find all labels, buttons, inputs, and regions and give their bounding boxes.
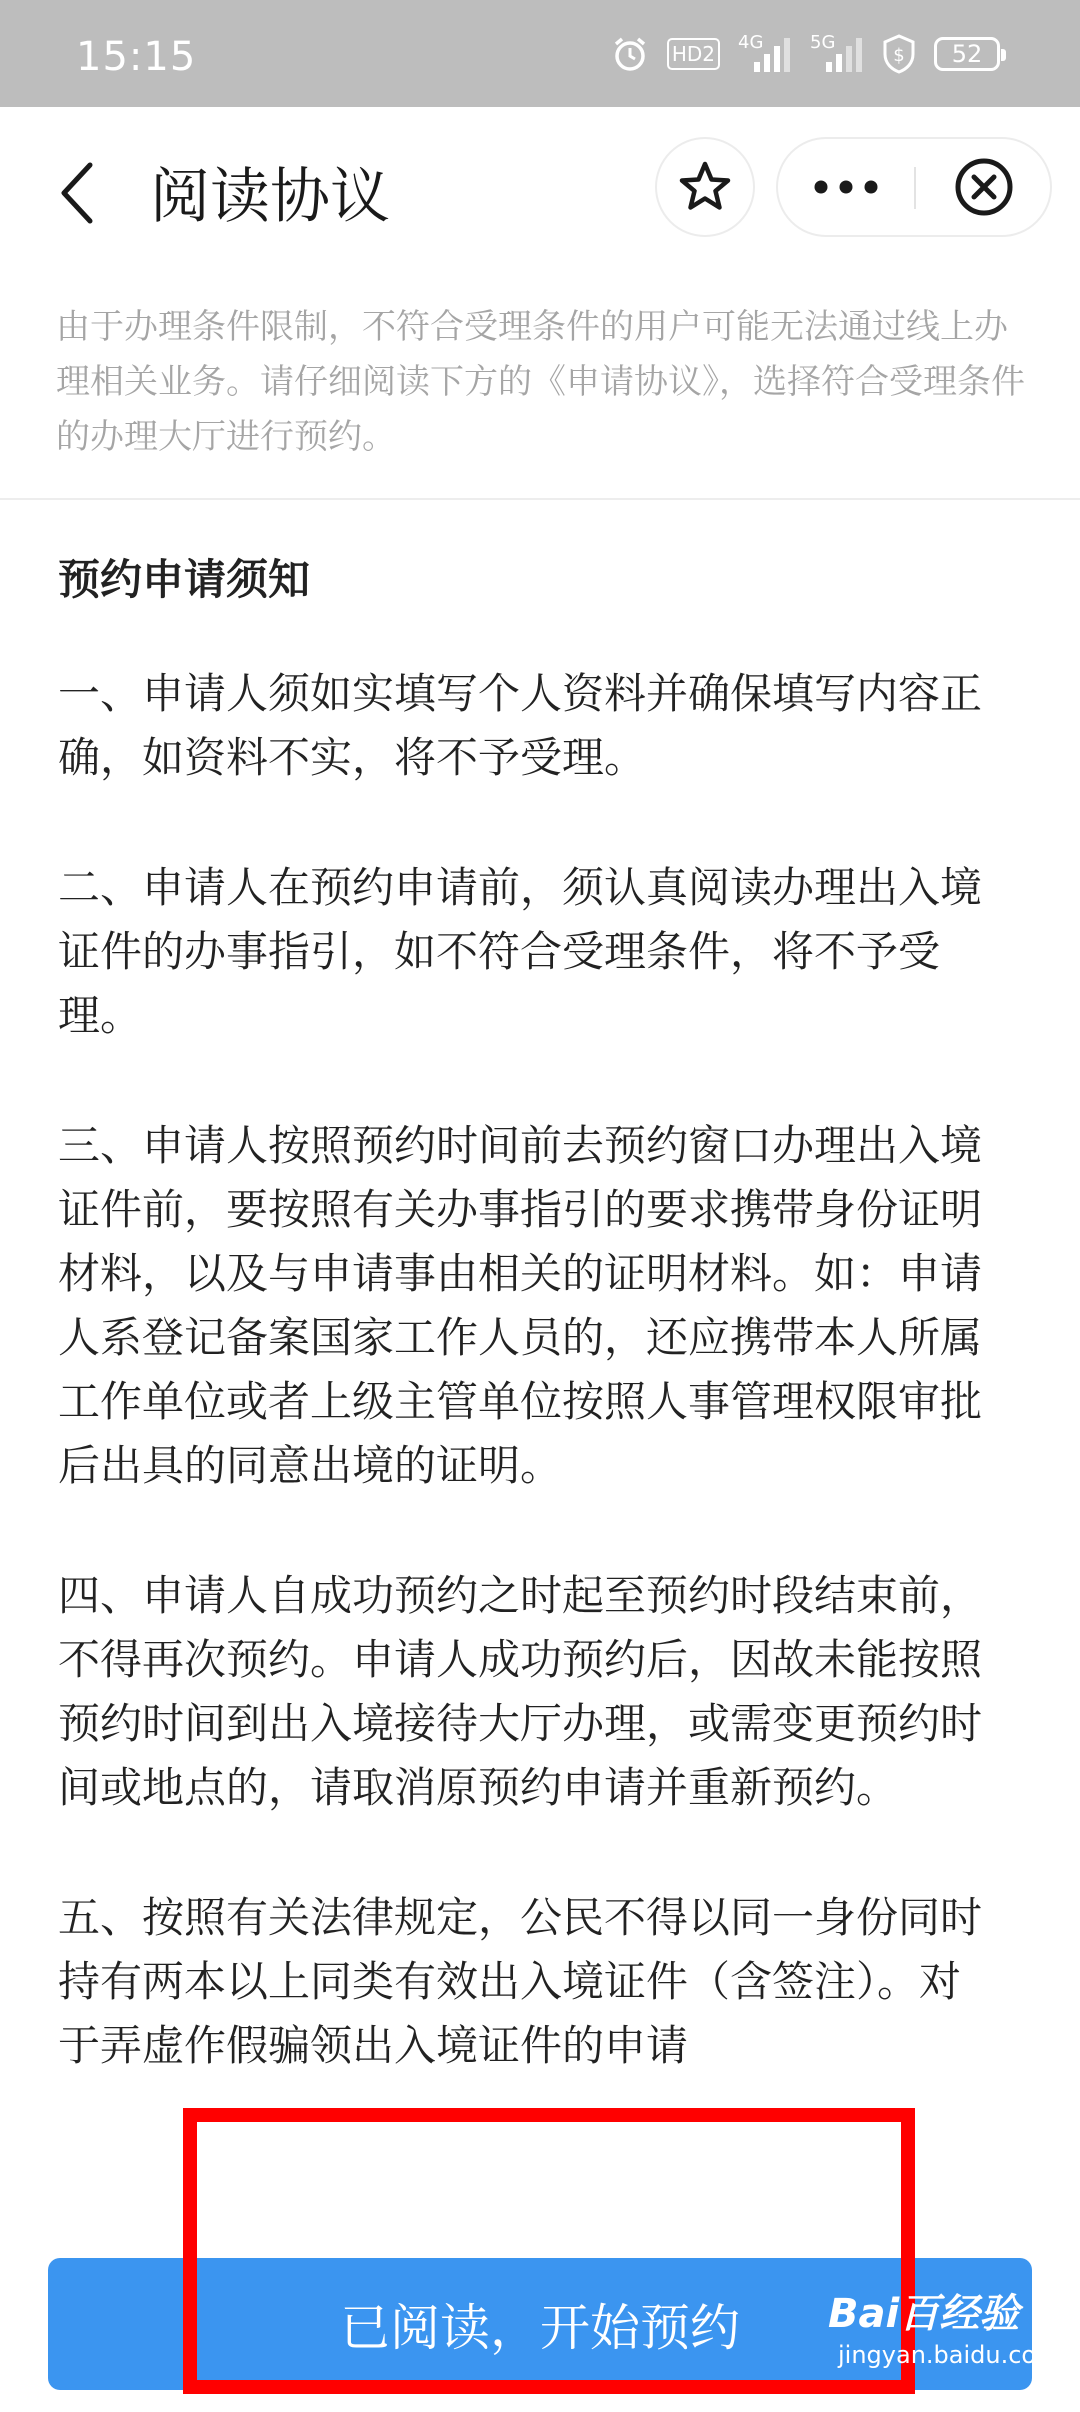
page-title: 阅读协议 [150, 162, 390, 232]
start-appointment-button[interactable]: 已阅读，开始预约 [48, 2258, 1032, 2390]
shield-dollar-icon [882, 34, 916, 74]
alarm-icon [611, 34, 649, 74]
agreement-paragraph: 三、申请人按照预约时间前去预约窗口办理出入境证件前，要按照有关办事指引的要求携带身份证明材料，以及与申请事由相关的证明材料。如：申请人系登记备案国家工作人员的，还应携带本人所属工作单位或者上级主管单位按照人事管理权限审批后出具的同意出境的证明。 [58, 1121, 983, 1490]
signal-5g-label: 5G [810, 32, 836, 53]
back-button[interactable] [48, 153, 108, 233]
svg-text:$: $ [893, 45, 905, 66]
favorite-button[interactable] [655, 137, 755, 237]
baidu-jingyan-watermark [828, 2288, 1068, 2408]
battery-icon [934, 37, 1000, 71]
agreement-heading: 预约申请须知 [58, 555, 311, 604]
status-time: 15:15 [76, 34, 197, 80]
battery-level: 52 [951, 40, 983, 68]
back-chevron-icon [48, 153, 108, 233]
status-bar [0, 0, 1080, 107]
section-divider [0, 498, 1080, 500]
hd-icon: HD2 [667, 38, 720, 70]
watermark-logo: Bai百经验 [828, 2291, 1020, 2337]
more-dots-icon [811, 177, 881, 197]
signal-4g-label: 4G [738, 32, 764, 53]
signal-4g-icon [738, 34, 792, 74]
signal-5g-icon [810, 34, 864, 74]
notice-text: 由于办理条件限制，不符合受理条件的用户可能无法通过线上办理相关业务。请仔细阅读下方的《申请协议》，选择符合受理条件的办理大厅进行预约。 [56, 307, 1025, 457]
more-button[interactable] [778, 139, 914, 235]
agreement-paragraph: 四、申请人自成功预约之时起至预约时段结束前，不得再次预约。申请人成功预约后，因故未能按照预约时间到出入境接待大厅办理，或需变更预约时间或地点的，请取消原预约申请并重新预约。 [58, 1571, 983, 1812]
status-icons [611, 34, 1000, 74]
agreement-paragraph: 五、按照有关法律规定，公民不得以同一身份同时持有两本以上同类有效出入境证件（含签注）。对于弄虚作假骗领出入境证件的申请 [58, 1893, 983, 2070]
agreement-paragraph: 二、申请人在预约申请前，须认真阅读办理出入境证件的办事指引，如不符合受理条件，将不予受理。 [58, 863, 983, 1040]
watermark-site: jingyan.baidu.com [838, 2341, 1060, 2369]
agreement-content [58, 548, 998, 2144]
agreement-paragraph: 一、申请人须如实填写个人资料并确保填写内容正确，如资料不实，将不予受理。 [58, 669, 983, 782]
close-button[interactable] [918, 139, 1050, 235]
close-circle-icon [954, 157, 1014, 217]
capsule-divider [914, 167, 916, 209]
navigation-bar [0, 107, 1080, 270]
highlight-box [183, 2108, 915, 2394]
mini-program-capsule [776, 137, 1052, 237]
star-icon [677, 159, 733, 215]
